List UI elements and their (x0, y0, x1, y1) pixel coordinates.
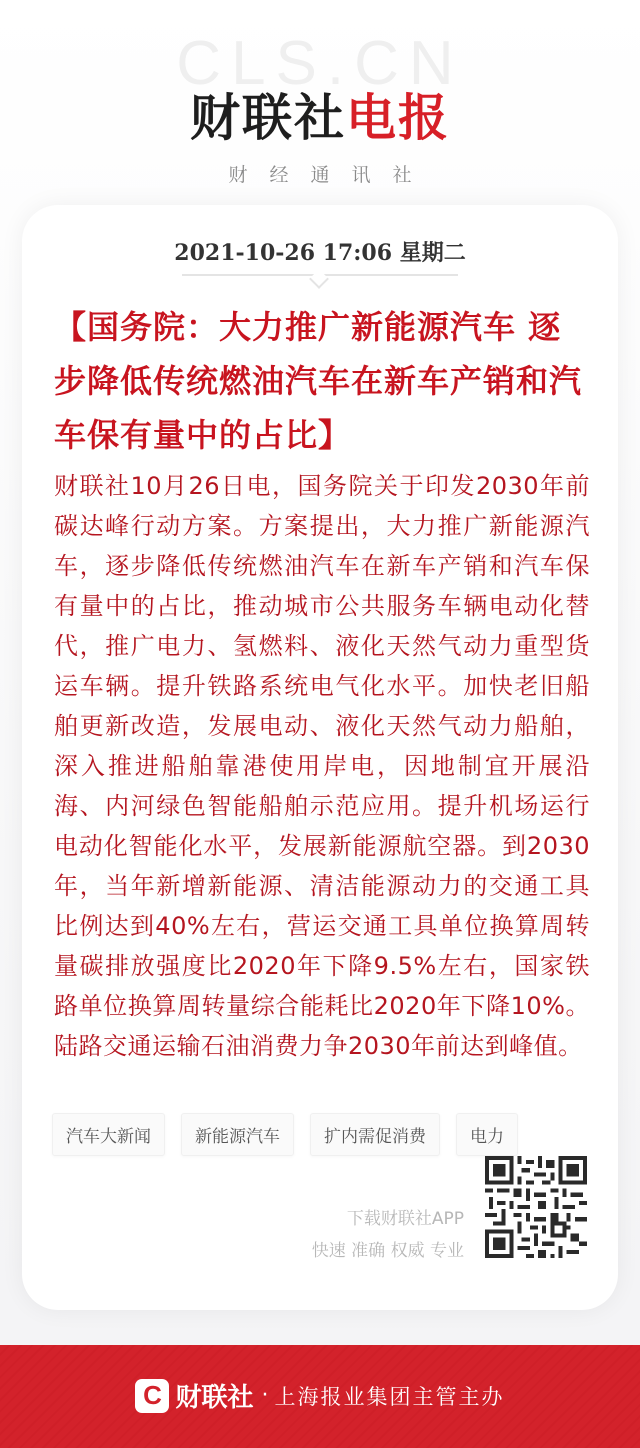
cls-logo-icon: C (135, 1379, 169, 1413)
brand-telegraph: 电报 (346, 89, 450, 147)
qr-code-icon[interactable] (485, 1156, 587, 1258)
download-promo (312, 1203, 464, 1267)
footer-brand-name: 财联社 (175, 1383, 254, 1413)
footer-separator: · (261, 1383, 269, 1408)
watermark-cls-cn: CLS.CN (176, 29, 464, 98)
tag-list (52, 1113, 518, 1156)
brand-subtitle: 财经通讯社 (228, 164, 434, 186)
footer-content (0, 1377, 640, 1414)
tag-new-energy-vehicles[interactable]: 新能源汽车 (181, 1113, 294, 1156)
tag-auto-news[interactable]: 汽车大新闻 (52, 1113, 165, 1156)
tag-domestic-demand[interactable]: 扩内需促消费 (310, 1113, 440, 1156)
article-datetime: 2021-10-26 17:06 星期二 (174, 240, 466, 266)
article-body: 财联社10月26日电，国务院关于印发2030年前碳达峰行动方案。方案提出，大力推广新能源汽车，逐步降低传统燃油汽车在新车产销和汽车保有量中的占比，推动城市公共服务车辆电动化替代，推广电力、氢燃料、液化天然气动力重型货运车辆。提升铁路系统电气化水平。加快老旧船舶更新改造，发展电动、液化天然气动力船舶，深入推进船舶靠港使用岸电，因地制宜开展沿海、内河绿色智能船舶示范应用。提升机场运行电动化智能化水平，发展新能源航空器。到2030年，当年新增新能源、清洁能源动力的交通工具比例达到40%左右，营运交通工具单位换算周转量碳排放强度比2020年下降9.5%左右，国家铁路单位换算周转量综合能耗比2020年下降10%。陆路交通运输石油消费力争2030年前达到峰值。 (54, 472, 590, 1060)
footer-publisher-text: 上海报业集团主管主办 (274, 1384, 505, 1409)
article-headline: 【国务院：大力推广新能源汽车 逐步降低传统燃油汽车在新车产销和汽车保有量中的占比】 (54, 308, 583, 454)
brand-title (0, 88, 640, 148)
footer-banner (0, 1345, 640, 1448)
tag-electricity[interactable]: 电力 (456, 1113, 518, 1156)
download-app-text: 下载财联社APP (346, 1209, 464, 1229)
brand-name: 财联社 (190, 89, 346, 147)
slogan-text: 快速 准确 权威 专业 (311, 1241, 464, 1261)
